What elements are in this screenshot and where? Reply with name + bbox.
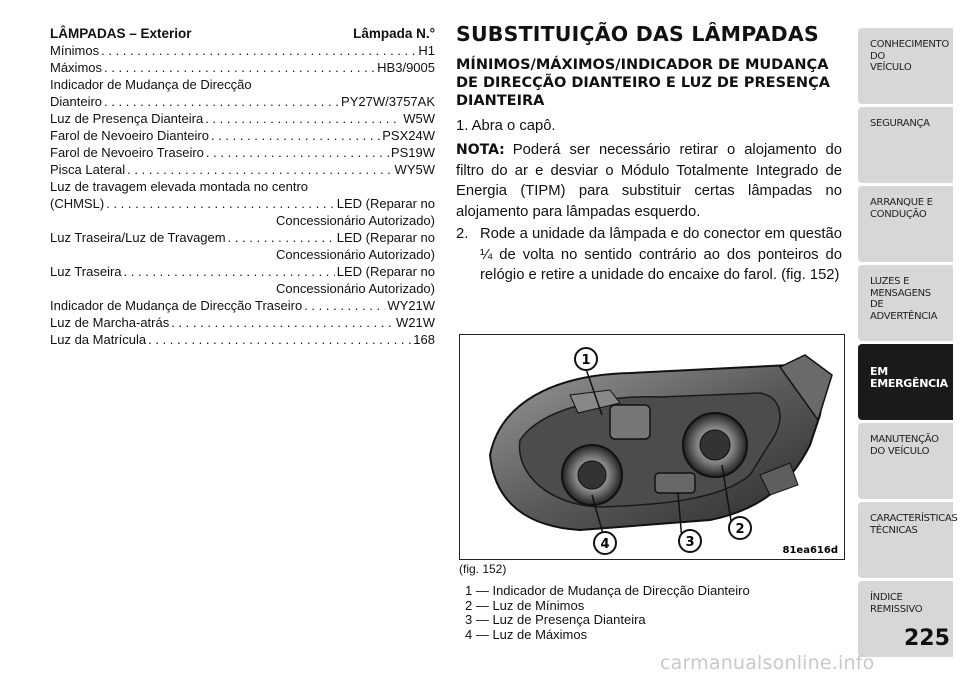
bulb-value: HB3/9005 (377, 60, 435, 75)
bulb-label: Farol de Nevoeiro Traseiro (50, 145, 204, 160)
bulb-note: Concessionário Autorizado) (276, 213, 435, 228)
bulb-table-header-left: LÂMPADAS – Exterior (50, 26, 192, 41)
leader-dots (228, 229, 335, 246)
chapter-tab[interactable] (858, 502, 958, 578)
bulb-label: Luz de Marcha-atrás (50, 315, 170, 330)
chapter-tab-label: ARRANQUE E (870, 197, 933, 208)
chapter-tab-label: ADVERTÊNCIA (870, 310, 938, 322)
headlamp-illustration (460, 335, 844, 559)
bulb-table-row (50, 144, 435, 161)
bulb-table-header-right: Lâmpada N.° (353, 26, 435, 41)
bulb-table-row (50, 263, 435, 280)
bulb-table-row (50, 314, 435, 331)
bulb-label: Luz de Presença Dianteira (50, 111, 204, 126)
section-title: SUBSTITUIÇÃO DAS LÂMPADAS (456, 22, 819, 46)
leader-dots (206, 144, 389, 161)
chapter-tab-label: DE (870, 299, 884, 310)
legend-item: 1 — Indicador de Mudança de Direcção Dianteiro (465, 583, 750, 598)
chapter-tab-label: REMISSIVO (870, 603, 923, 615)
leader-dots (104, 59, 375, 76)
bulb-value: 168 (413, 332, 435, 347)
callout-2 (729, 517, 751, 539)
bulb-label: Luz da Matrícula (50, 332, 147, 347)
bulb-table-row (50, 42, 435, 59)
bulb-value: LED (Reparar no (336, 230, 435, 245)
bulb-value: PY27W/3757AK (341, 94, 435, 109)
chapter-tab-label: VEÍCULO (870, 62, 912, 73)
bulb-table-row (50, 127, 435, 144)
leader-dots (101, 42, 416, 59)
note-label: NOTA: (456, 142, 505, 158)
chapter-tab-label: MANUTENÇÃO (870, 434, 939, 445)
legend-item: 3 — Luz de Presença Dianteira (465, 612, 646, 627)
bulb-value: WY21W (387, 298, 435, 313)
chapter-tab-label: CARACTERÍSTICAS (870, 513, 958, 524)
headlamp-figure (459, 334, 845, 560)
chapter-tab-label: ÍNDICE (870, 592, 903, 603)
bulb-table-subheading: Luz de travagem elevada montada no centro (50, 179, 309, 194)
callout-2-label: 2 (735, 522, 745, 537)
bulb-table (50, 25, 435, 348)
chapter-tab-label: MENSAGENS (870, 287, 931, 299)
bulb-value: WY5W (394, 162, 435, 177)
bulb-note: Concessionário Autorizado) (276, 247, 435, 262)
callout-1-label: 1 (581, 353, 591, 368)
bulb-table-row (50, 110, 435, 127)
bulb-label: Farol de Nevoeiro Dianteiro (50, 128, 209, 143)
bulb-label: Indicador de Mudança de Direcção Traseiro (50, 298, 303, 313)
callout-4 (594, 532, 616, 554)
figure-code: 81ea616d (782, 545, 838, 556)
chapter-tab[interactable] (858, 28, 953, 104)
chapter-tab-label: SEGURANÇA (870, 118, 930, 129)
chapter-tab[interactable] (858, 423, 953, 499)
leader-dots (171, 314, 394, 331)
bulb-label: Luz Traseira/Luz de Travagem (50, 230, 226, 245)
step-2-number: 2. (456, 226, 469, 242)
bulb-label: Dianteiro (50, 94, 103, 109)
leader-dots (124, 263, 335, 280)
bulb-table-row (50, 331, 435, 348)
watermark: carmanualsonline.info (660, 652, 875, 674)
instructions-column (456, 22, 842, 286)
leader-dots (205, 110, 401, 127)
leader-dots (104, 93, 339, 110)
bulb-label: Luz Traseira (50, 264, 122, 279)
chapter-tab-active[interactable] (858, 344, 953, 420)
leader-dots (106, 195, 335, 212)
callout-4-label: 4 (600, 537, 610, 552)
bulb-table-row (50, 59, 435, 76)
bulb-value: LED (Reparar no (336, 196, 435, 211)
legend-item: 4 — Luz de Máximos (465, 626, 588, 642)
bulb-value: W21W (396, 315, 435, 330)
chapter-tab[interactable] (858, 107, 953, 183)
legend-item: 2 — Luz de Mínimos (465, 597, 585, 613)
bulb-value: PSX24W (382, 128, 435, 143)
leader-dots (148, 331, 411, 348)
callout-1 (575, 348, 597, 370)
bulb-table-row (50, 297, 435, 314)
chapter-tab-label: LUZES E (870, 276, 910, 287)
bulb-value: PS19W (390, 145, 435, 160)
callout-3 (679, 530, 701, 552)
chapter-tab-label: DO (870, 50, 885, 62)
leader-dots (211, 127, 380, 144)
bulb-label: Pisca Lateral (50, 162, 126, 177)
bulb-table-row (50, 229, 435, 246)
bulb-value: LED (Reparar no (336, 264, 435, 279)
chapter-tab-label: EM (870, 365, 888, 378)
bulb-table-row (50, 161, 435, 178)
chapter-tab-label: DO VEÍCULO (870, 445, 930, 457)
chapter-tab-label: TÉCNICAS (870, 524, 918, 536)
leader-dots (304, 297, 385, 314)
bulb-table-row (50, 93, 435, 110)
chapter-tab[interactable] (858, 265, 953, 341)
bulb-value: H1 (418, 43, 435, 58)
step-2-text: Rode a unidade da lâmpada e do conector em questão ¼ de volta no sentido contrário ao dos ponteiros do relógio e retire a unidade do encaixe do farol. (fig. 152) (480, 226, 842, 283)
bulb-table-rows (50, 42, 435, 348)
chapter-tab[interactable] (858, 186, 953, 262)
bulb-label: (CHMSL) (50, 196, 105, 211)
step-2 (456, 224, 842, 286)
chapter-tab-label: CONHECIMENTO (870, 39, 949, 50)
bulb-value: W5W (403, 111, 435, 126)
chapter-tabs (858, 28, 958, 660)
bulb-note: Concessionário Autorizado) (276, 281, 435, 296)
callout-3-label: 3 (685, 535, 695, 550)
bulb-table-row (50, 195, 435, 212)
bulb-label: Máximos (50, 60, 103, 75)
bulb-label: Mínimos (50, 43, 100, 58)
bulb-table-header (50, 25, 435, 42)
chapter-tab-label: CONDUÇÃO (870, 208, 927, 220)
chapter-tab-label: EMERGÊNCIA (870, 376, 948, 390)
page-number: 225 (904, 626, 950, 651)
note-paragraph (456, 140, 842, 222)
figure-legend (465, 584, 750, 642)
step-1: 1. Abra o capô. (456, 118, 556, 134)
note-text: Poderá ser necessário retirar o alojamento do filtro do ar e desviar o Módulo Totalmente Integrado de Energia (TIPM) para substituir certas lâmpadas no alojamento para lâmpadas esquerdo. (456, 142, 842, 220)
leader-dots (127, 161, 392, 178)
figure-caption: (fig. 152) (459, 562, 507, 576)
bulb-table-subheading: Indicador de Mudança de Direcção (50, 77, 252, 92)
section-subtitle: MÍNIMOS/MÁXIMOS/INDICADOR DE MUDANÇA DE DIRECÇÃO DIANTEIRO E LUZ DE PRESENÇA DIANTEIRA (456, 57, 830, 109)
